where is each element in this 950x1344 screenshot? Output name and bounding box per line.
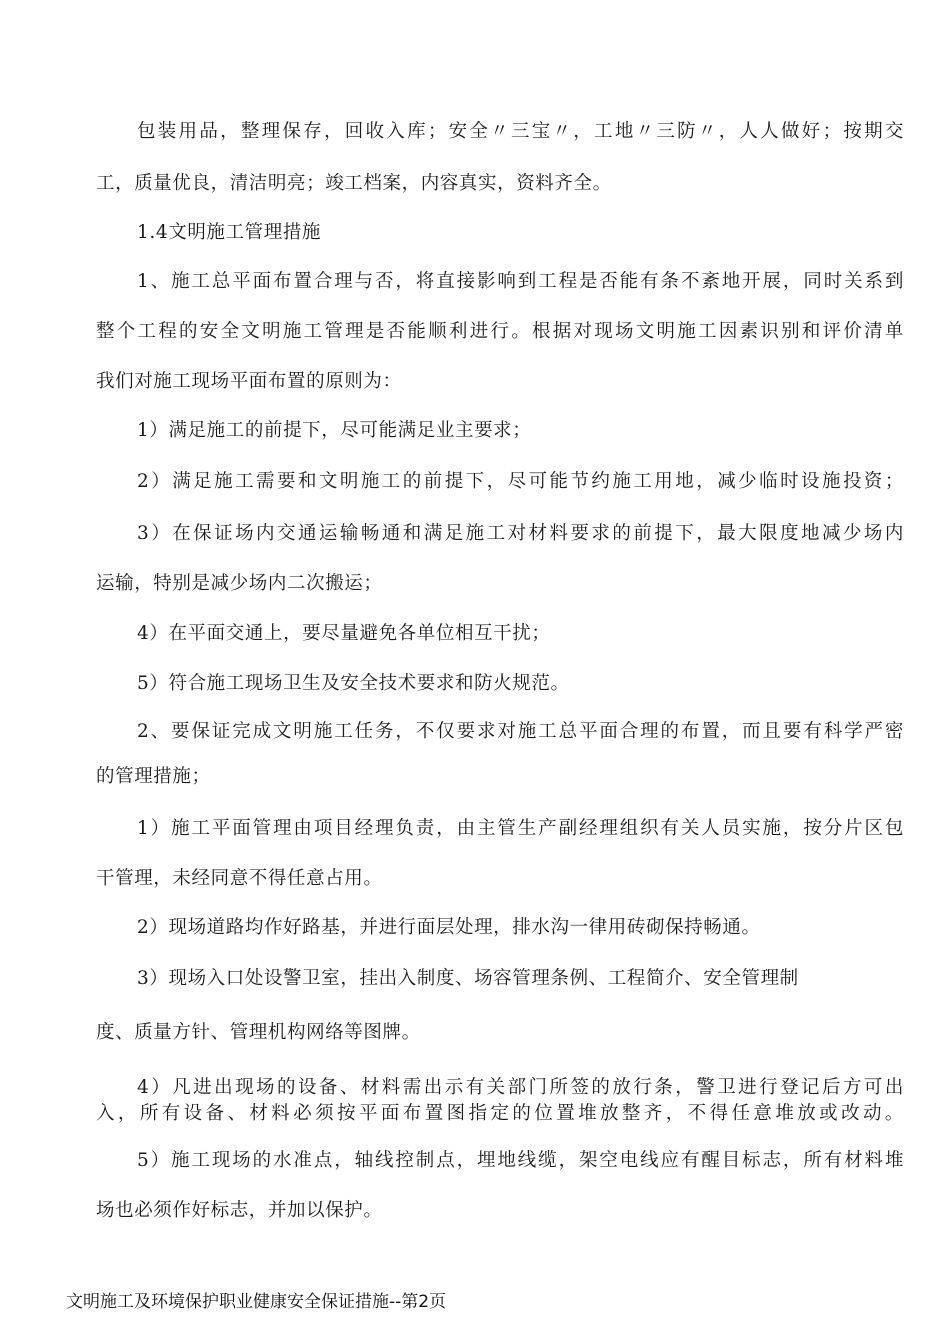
list-item-continuation: 度、质量方针、管理机构网络等图牌。 [96, 1022, 421, 1043]
paragraph-line: 整个工程的安全文明施工管理是否能顺利进行。根据对现场文明施工因素识别和评价清单 [96, 321, 904, 342]
list-item-continuation: 场也必须作好标志，并加以保护。 [96, 1200, 383, 1221]
list-item: 1）施工平面管理由项目经理负责，由主管生产副经理组织有关人员实施，按分片区包 [137, 818, 904, 839]
paragraph-line: 包装用品，整理保存，回收入库；安全〃三宝〃，工地〃三防〃，人人做好；按期交 [137, 121, 904, 142]
list-item: 2）满足施工需要和文明施工的前提下，尽可能节约施工用地，减少临时设施投资； [137, 471, 904, 492]
list-item: 2）现场道路均作好路基，并进行面层处理，排水沟一律用砖砌保持畅通。 [137, 917, 761, 938]
list-item-continuation: 入，所有设备、材料必须按平面布置图指定的位置堆放整齐，不得任意堆放或改动。 [96, 1103, 904, 1124]
list-item: 4）在平面交通上，要尽量避免各单位相互干扰； [137, 623, 551, 644]
paragraph-line: 2、要保证完成文明施工任务，不仅要求对施工总平面合理的布置，而且要有科学严密 [137, 721, 904, 742]
page-footer: 文明施工及环境保护职业健康安全保证措施--第2页 [66, 1292, 447, 1312]
paragraph-line: 我们对施工现场平面布置的原则为： [96, 371, 402, 392]
list-item-continuation: 干管理，未经同意不得任意占用。 [96, 868, 383, 889]
list-item-continuation: 运输，特别是减少场内二次搬运； [96, 573, 383, 594]
list-item: 3）在保证场内交通运输畅通和满足施工对材料要求的前提下，最大限度地减少场内 [137, 523, 904, 544]
list-item: 3）现场入口处设警卫室，挂出入制度、场容管理条例、工程简介、安全管理制 [137, 968, 799, 989]
paragraph-line: 工，质量优良，清洁明亮；竣工档案，内容真实，资料齐全。 [96, 173, 612, 194]
list-item: 5）符合施工现场卫生及安全技术要求和防火规范。 [137, 673, 570, 694]
paragraph-line: 的管理措施； [96, 766, 211, 787]
section-heading: 1.4文明施工管理措施 [137, 222, 322, 243]
list-item: 5）施工现场的水准点，轴线控制点，埋地线缆，架空电线应有醒目标志，所有材料堆 [137, 1150, 904, 1171]
paragraph-line: 1、施工总平面布置合理与否，将直接影响到工程是否能有条不紊地开展，同时关系到 [137, 271, 904, 292]
list-item: 4）凡进出现场的设备、材料需出示有关部门所签的放行条，警卫进行登记后方可出 [137, 1077, 904, 1098]
list-item: 1）满足施工的前提下，尽可能满足业主要求； [137, 420, 532, 441]
